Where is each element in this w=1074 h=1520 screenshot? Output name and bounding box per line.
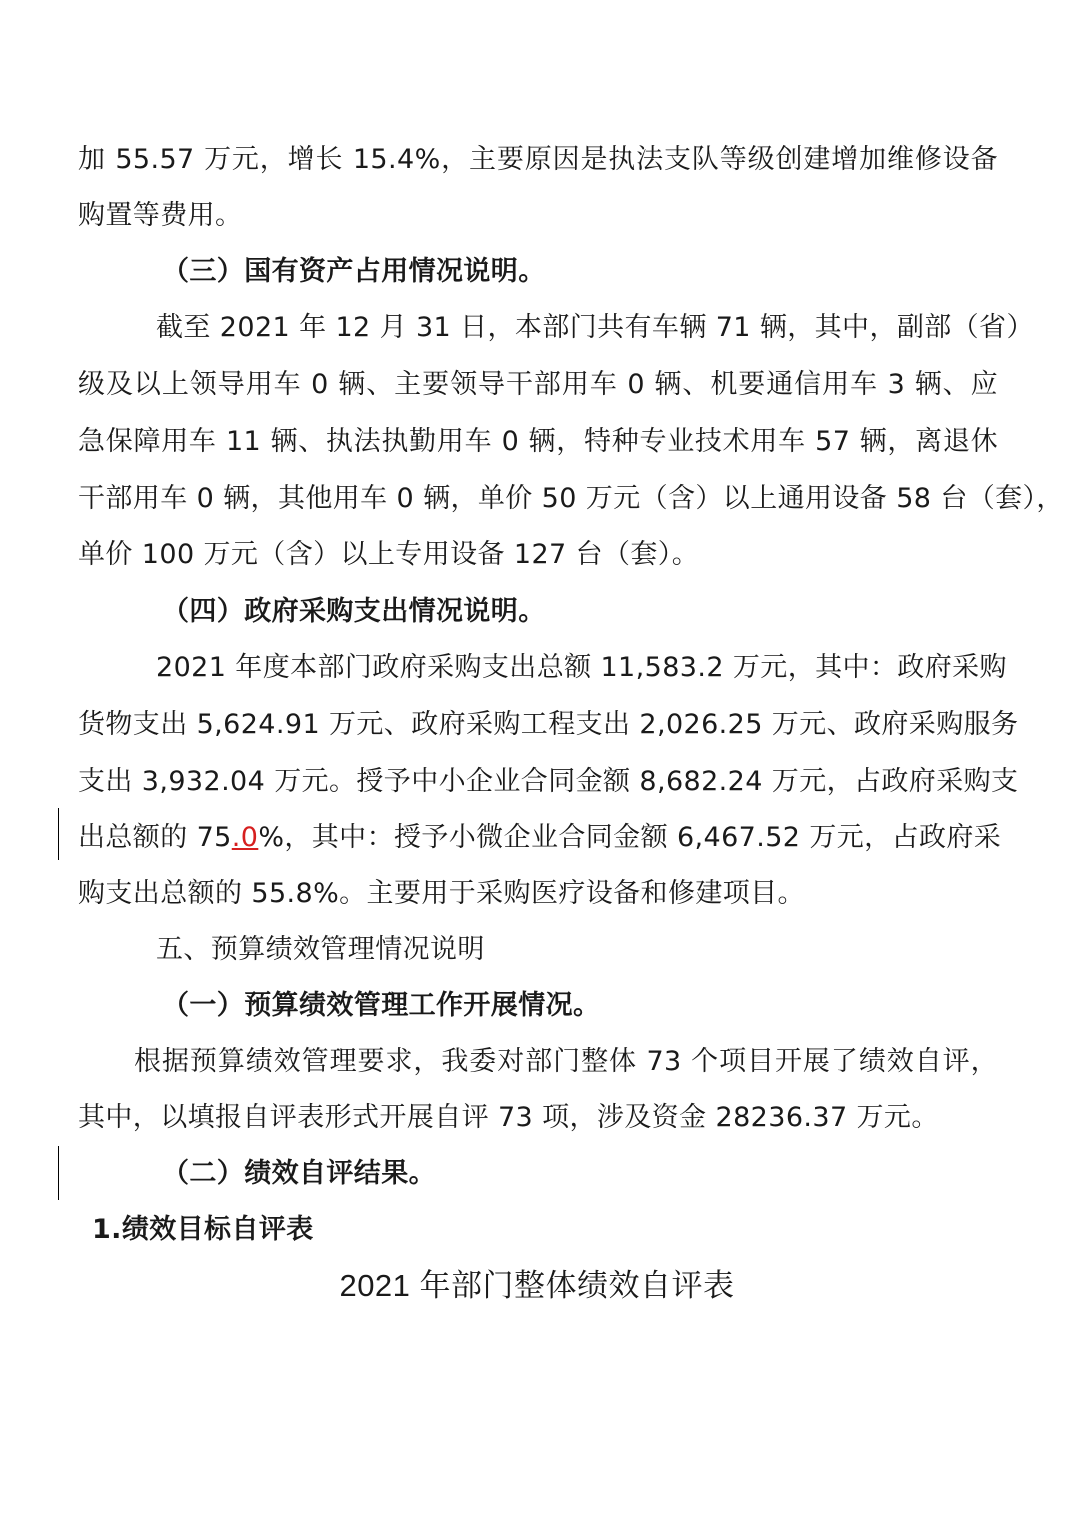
paragraph-line (78, 818, 1002, 858)
tracked-change: .0 (231, 822, 259, 853)
revision-bar (58, 808, 59, 860)
section-heading: （三）国有资产占用情况说明。 (162, 256, 546, 287)
paragraph-line: 购置等费用。 (78, 200, 243, 231)
paragraph-line: 急保障用车 11 辆、执法执勤用车 0 辆，特种专业技术用车 57 辆，离退休 (78, 426, 998, 457)
paragraph-line: 支出 3,932.04 万元。授予中小企业合同金额 8,682.24 万元，占政府采购支 (78, 766, 1019, 797)
paragraph-line: 加 55.57 万元，增长 15.4%，主要原因是执法支队等级创建增加维修设备 (78, 144, 998, 175)
section-heading: （四）政府采购支出情况说明。 (162, 596, 546, 627)
section-heading: （一）预算绩效管理工作开展情况。 (162, 990, 601, 1021)
paragraph-line: 购支出总额的 55.8%。主要用于采购医疗设备和修建项目。 (78, 878, 805, 909)
paragraph-line: 货物支出 5,624.91 万元、政府采购工程支出 2,026.25 万元、政府采购服务 (78, 709, 1019, 740)
section-heading: 五、预算绩效管理情况说明 (156, 934, 485, 965)
paragraph-line: 单价 100 万元（含）以上专用设备 127 台（套）。 (78, 539, 700, 570)
paragraph-line: 2021 年度本部门政府采购支出总额 11,583.2 万元，其中：政府采购 (156, 652, 1007, 683)
paragraph-line: 根据预算绩效管理要求，我委对部门整体 73 个项目开展了绩效自评， (134, 1046, 998, 1077)
item-title: 1.绩效目标自评表 (92, 1214, 314, 1245)
revision-bar (58, 1146, 59, 1200)
table-title: 2021 年部门整体绩效自评表 (339, 1268, 735, 1303)
line-segment: 出总额的 75 (78, 822, 232, 853)
paragraph-line: 其中，以填报自评表形式开展自评 73 项，涉及资金 28236.37 万元。 (78, 1102, 939, 1133)
section-heading: （二）绩效自评结果。 (162, 1158, 436, 1189)
line-segment: %，其中：授予小微企业合同金额 6,467.52 万元，占政府采 (258, 822, 1002, 853)
paragraph-line: 干部用车 0 辆，其他用车 0 辆，单价 50 万元（含）以上通用设备 58 台（套）， (78, 483, 1064, 514)
paragraph-line: 截至 2021 年 12 月 31 日，本部门共有车辆 71 辆，其中，副部（省） (156, 312, 1034, 343)
paragraph-line: 级及以上领导用车 0 辆、主要领导干部用车 0 辆、机要通信用车 3 辆、应 (78, 369, 998, 400)
